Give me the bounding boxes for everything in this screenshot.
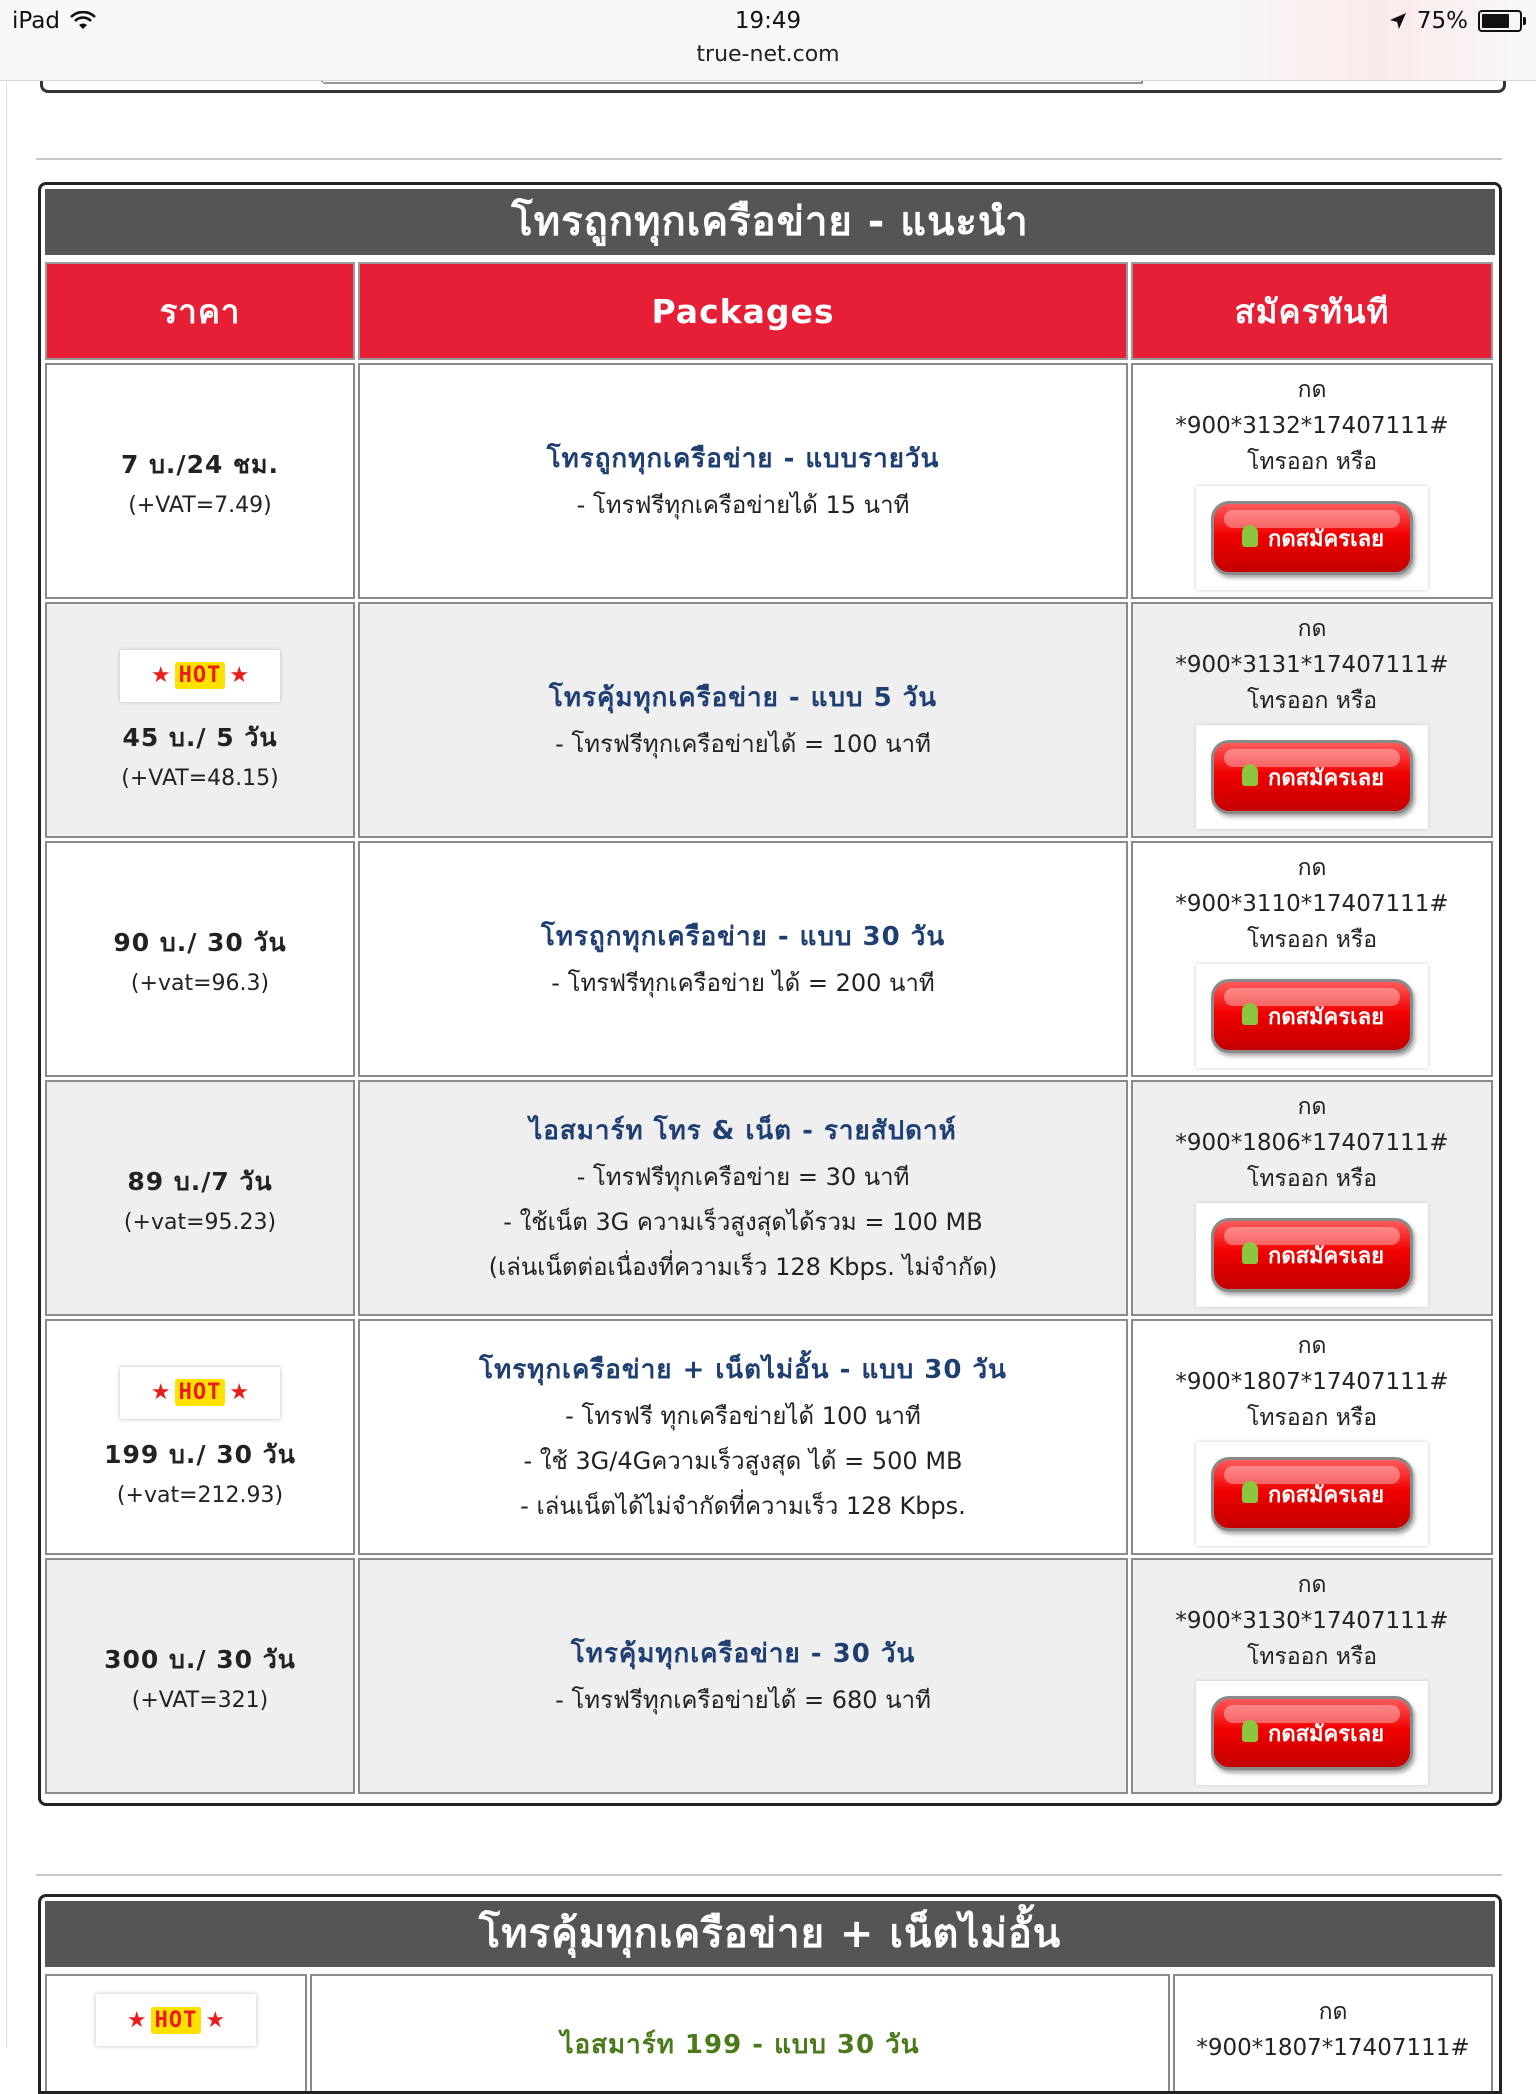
dial-suffix: โทรออก หรือ — [1246, 927, 1378, 953]
dial-label: กด — [1297, 1333, 1327, 1359]
dial-code: *900*3131*17407111# — [1175, 652, 1449, 678]
section-divider — [36, 1874, 1502, 1876]
subscribe-button-label: กดสมัครเลย — [1268, 1721, 1384, 1747]
package-title: โทรทุกเครือข่าย + เน็ตไม่อั้น - แบบ 30 วัน — [479, 1355, 1007, 1385]
url-bar[interactable]: true-net.com — [696, 42, 840, 67]
dial-suffix: โทรออก หรือ — [1246, 688, 1378, 714]
package-detail: - โทรฟรีทุกเครือข่ายได้ = 100 นาที — [555, 730, 931, 758]
package-detail: - โทรฟรี ทุกเครือข่ายได้ 100 นาที — [565, 1402, 921, 1430]
dial-code: *900*3132*17407111# — [1175, 413, 1449, 439]
subscribe-cell — [1131, 602, 1493, 838]
price-cell — [45, 1974, 307, 2094]
subscribe-cell — [1131, 363, 1493, 599]
table-row — [41, 599, 1499, 838]
page-edge — [6, 80, 7, 2048]
subscribe-cell — [1131, 1558, 1493, 1794]
hot-label: HOT — [175, 1379, 226, 1406]
dial-label: กด — [1297, 1094, 1327, 1120]
package-title: โทรถูกทุกเครือข่าย - แบบ 30 วัน — [540, 922, 946, 952]
subscribe-cell — [1173, 1974, 1493, 2094]
package-detail: - โทรฟรีทุกเครือข่าย = 30 นาที — [576, 1163, 910, 1191]
price: 90 บ./ 30 วัน — [113, 927, 287, 957]
package-table-unlimited — [38, 1894, 1502, 2094]
price-cell — [45, 1558, 355, 1794]
package-table-recommended — [38, 182, 1502, 1806]
table-row — [41, 1971, 1499, 2094]
price-vat: (+vat=212.93) — [116, 1482, 284, 1508]
package-title: ไอสมาร์ท โทร & เน็ต - รายสัปดาห์ — [529, 1116, 957, 1146]
package-detail: - ใช้ 3G/4Gความเร็วสูงสุด ได้ = 500 MB — [523, 1447, 963, 1475]
subscribe-button-frame — [1196, 1442, 1428, 1546]
subscribe-button[interactable] — [1211, 1457, 1413, 1531]
price: 199 บ./ 30 วัน — [104, 1439, 296, 1469]
dial-code: *900*1806*17407111# — [1175, 1130, 1449, 1156]
table-row — [41, 360, 1499, 599]
dial-code: *900*1807*17407111# — [1196, 2035, 1470, 2061]
table-row — [41, 838, 1499, 1077]
android-icon — [1240, 1720, 1260, 1746]
subscribe-button-frame — [1196, 964, 1428, 1068]
subscribe-button-frame — [1196, 486, 1428, 590]
star-icon: ★ — [150, 663, 171, 688]
price-vat: (+VAT=48.15) — [121, 765, 279, 791]
price-vat: (+vat=95.23) — [123, 1209, 277, 1235]
table-title: โทรถูกทุกเครือข่าย - แนะนำ — [45, 189, 1495, 255]
star-icon: ★ — [229, 663, 250, 688]
package-cell — [358, 841, 1128, 1077]
table-row — [41, 1077, 1499, 1316]
dial-code: *900*3110*17407111# — [1175, 891, 1449, 917]
dial-label: กด — [1297, 855, 1327, 881]
table-row — [41, 1555, 1499, 1794]
subscribe-button[interactable] — [1211, 979, 1413, 1053]
package-title: ไอสมาร์ท 199 - แบบ 30 วัน — [560, 2030, 920, 2060]
subscribe-button-label: กดสมัครเลย — [1268, 526, 1384, 552]
dial-label: กด — [1297, 1572, 1327, 1598]
battery-percent: 75% — [1416, 8, 1468, 34]
hot-badge — [96, 1994, 256, 2046]
dial-label: กด — [1297, 616, 1327, 642]
subscribe-button-frame — [1196, 1203, 1428, 1307]
star-icon: ★ — [126, 2007, 147, 2033]
header-packages: Packages — [358, 262, 1128, 360]
star-icon: ★ — [229, 1380, 250, 1405]
package-cell — [310, 1974, 1170, 2094]
package-detail: - ใช้เน็ต 3G ความเร็วสูงสุดได้รวม = 100 MB — [503, 1208, 983, 1236]
table-title: โทรคุ้มทุกเครือข่าย + เน็ตไม่อั้น — [45, 1901, 1495, 1967]
section-divider — [36, 158, 1502, 160]
package-cell — [358, 1080, 1128, 1316]
price-cell — [45, 841, 355, 1077]
price-vat: (+VAT=7.49) — [128, 492, 272, 518]
clock: 19:49 — [734, 8, 802, 34]
dial-suffix: โทรออก หรือ — [1246, 1405, 1378, 1431]
price-cell — [45, 363, 355, 599]
price-cell — [45, 602, 355, 838]
hot-badge — [120, 650, 280, 702]
subscribe-button-label: กดสมัครเลย — [1268, 1482, 1384, 1508]
device-name: iPad — [12, 8, 60, 34]
package-detail: - เล่นเน็ตได้ไม่จำกัดที่ความเร็ว 128 Kbps. — [520, 1492, 966, 1520]
package-title: โทรถูกทุกเครือข่าย - แบบรายวัน — [546, 444, 940, 474]
subscribe-button-label: กดสมัครเลย — [1268, 765, 1384, 791]
price: 7 บ./24 ชม. — [120, 449, 280, 479]
android-icon — [1240, 764, 1260, 790]
subscribe-button[interactable] — [1211, 501, 1413, 575]
divider — [323, 82, 1143, 84]
subscribe-cell — [1131, 841, 1493, 1077]
dial-suffix: โทรออก หรือ — [1246, 1644, 1378, 1670]
star-icon: ★ — [205, 2007, 226, 2033]
status-bar — [0, 0, 1536, 81]
table-header-row — [41, 259, 1499, 360]
battery-fill — [1482, 14, 1509, 28]
price-cell — [45, 1319, 355, 1555]
subscribe-button-label: กดสมัครเลย — [1268, 1004, 1384, 1030]
location-arrow-icon — [1389, 12, 1407, 30]
hot-label: HOT — [151, 2007, 202, 2034]
package-cell — [358, 1319, 1128, 1555]
price: 300 บ./ 30 วัน — [104, 1644, 296, 1674]
hot-label: HOT — [175, 662, 226, 689]
price-vat: (+VAT=321) — [131, 1687, 269, 1713]
dial-code: *900*1807*17407111# — [1175, 1369, 1449, 1395]
package-detail: - โทรฟรีทุกเครือข่ายได้ = 680 นาที — [555, 1686, 931, 1714]
package-detail: - โทรฟรีทุกเครือข่าย ได้ = 200 นาที — [551, 969, 935, 997]
subscribe-button-frame — [1196, 725, 1428, 829]
dial-suffix: โทรออก หรือ — [1246, 449, 1378, 475]
android-icon — [1240, 1242, 1260, 1268]
header-price: ราคา — [45, 262, 355, 360]
package-detail: (เล่นเน็ตต่อเนื่องที่ความเร็ว 128 Kbps. ไม่จำกัด) — [488, 1253, 998, 1281]
package-title: โทรคุ้มทุกเครือข่าย - 30 วัน — [570, 1639, 916, 1669]
hot-badge — [120, 1367, 280, 1419]
subscribe-button[interactable] — [1211, 1218, 1413, 1292]
subscribe-cell — [1131, 1319, 1493, 1555]
subscribe-button[interactable] — [1211, 1696, 1413, 1770]
dial-code: *900*3130*17407111# — [1175, 1608, 1449, 1634]
battery-icon — [1478, 10, 1522, 32]
price-cell — [45, 1080, 355, 1316]
price: 45 บ./ 5 วัน — [122, 722, 278, 752]
status-right — [1389, 8, 1522, 34]
star-icon: ★ — [150, 1380, 171, 1405]
dial-suffix: โทรออก หรือ — [1246, 1166, 1378, 1192]
subscribe-button[interactable] — [1211, 740, 1413, 814]
subscribe-cell — [1131, 1080, 1493, 1316]
package-cell — [358, 363, 1128, 599]
package-cell — [358, 1558, 1128, 1794]
table-row — [41, 1316, 1499, 1555]
price-vat: (+vat=96.3) — [130, 970, 270, 996]
subscribe-button-frame — [1196, 1681, 1428, 1785]
package-detail: - โทรฟรีทุกเครือข่ายได้ 15 นาที — [576, 491, 910, 519]
dial-label: กด — [1297, 377, 1327, 403]
header-subscribe: สมัครทันที — [1131, 262, 1493, 360]
price: 89 บ./7 วัน — [127, 1166, 273, 1196]
package-title: โทรคุ้มทุกเครือข่าย - แบบ 5 วัน — [548, 683, 938, 713]
android-icon — [1240, 1003, 1260, 1029]
package-cell — [358, 602, 1128, 838]
dial-label: กด — [1318, 1999, 1348, 2025]
subscribe-button-label: กดสมัครเลย — [1268, 1243, 1384, 1269]
android-icon — [1240, 525, 1260, 551]
android-icon — [1240, 1481, 1260, 1507]
